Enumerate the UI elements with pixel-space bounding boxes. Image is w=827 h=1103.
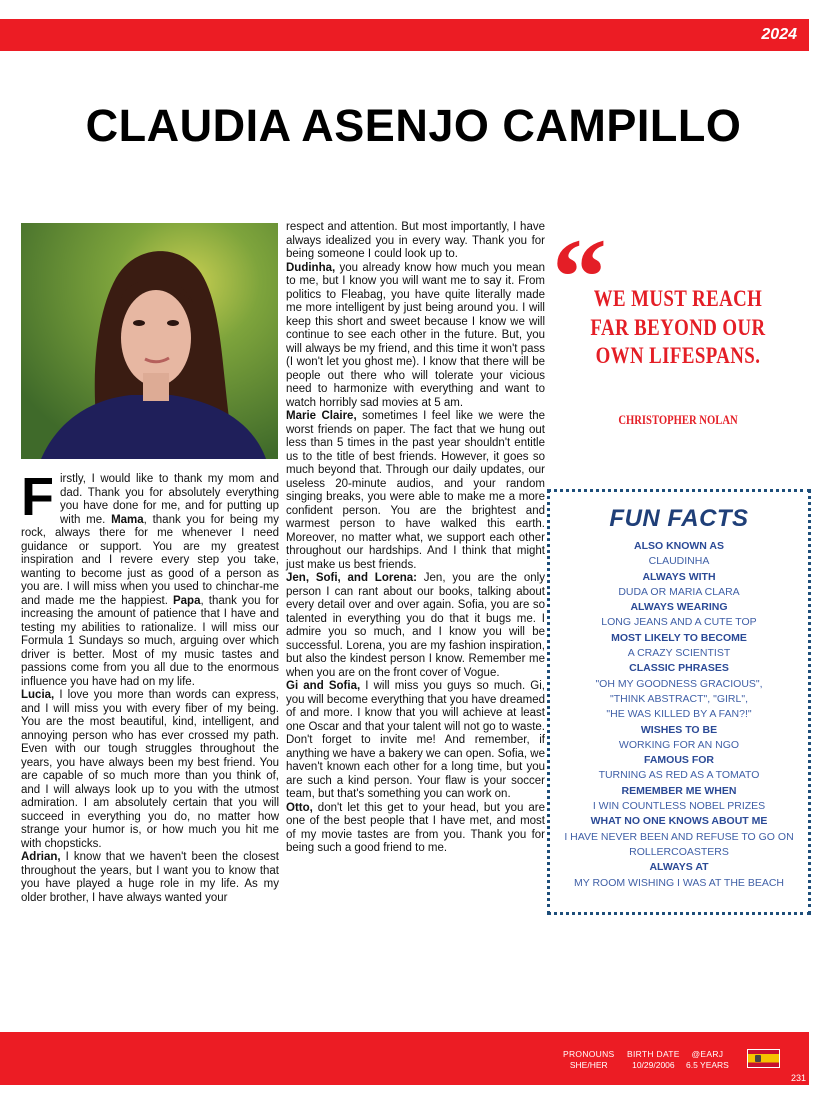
recipient-name-jen-sofi-lorena: Jen, Sofi, and Lorena:	[286, 572, 417, 584]
pronouns-value: SHE/HER	[569, 1059, 608, 1070]
recipient-name-otto: Otto,	[286, 801, 313, 814]
fun-fact-label: MOST LIKELY TO BECOME	[611, 631, 747, 644]
letter-paragraph-adrian-cont: respect and attention. But most importantly, I have always idealized you in every way. Thank you for being someone I could look up to.	[286, 221, 545, 260]
footer-banner	[0, 1032, 809, 1085]
recipient-name-dudinha: Dudinha,	[286, 261, 336, 274]
fun-fact-value: A CRAZY SCIENTIST	[627, 647, 731, 660]
fun-fact-label: ALWAYS WEARING	[630, 601, 728, 614]
recipient-name-adrian: Adrian,	[21, 851, 61, 863]
birth-date-label: BIRTH DATE	[627, 1049, 680, 1059]
fun-fact-label: FAMOUS FOR	[644, 754, 714, 767]
letter-paragraph-dudinha: you already know how much you mean to me, but I know you will want me to say it. From politics to Fleabag, you have quite literally made me more intelligent by just being around you. I will keep this short and sweet because I know we will continue to see each other in the future. But, you will always be my friend, and this time it won't pass (I won't let you ghost me). I know that there will be people out there who will tolerate your vicious need to harmonize with everything and want to watch horribly sad movies at 5 am.	[286, 261, 545, 409]
fun-fact-value: "THINK ABSTRACT", "GIRL",	[609, 692, 748, 705]
recipient-name-mama: Mama	[111, 513, 144, 526]
fun-fact-label: CLASSIC PHRASES	[629, 662, 729, 675]
fun-facts-title: FUN FACTS	[609, 505, 749, 532]
pronouns-stat	[563, 1049, 615, 1070]
letter-column-1	[21, 467, 280, 905]
fun-fact-value: I WIN COUNTLESS NOBEL PRIZES	[592, 800, 766, 813]
fun-fact-value: CLAUDINHA	[648, 555, 710, 568]
fun-fact-value: I HAVE NEVER BEEN AND REFUSE TO GO ON	[564, 830, 794, 843]
spain-flag-icon	[747, 1049, 780, 1068]
student-name-title: CLAUDIA ASENJO CAMPILLO	[85, 100, 742, 151]
fun-fact-label: REMEMBER ME WHEN	[621, 784, 737, 797]
fun-facts-list	[550, 539, 808, 891]
fun-fact-label: ALWAYS WITH	[642, 570, 716, 583]
top-banner	[0, 19, 809, 51]
fun-fact-value: DUDA OR MARIA CLARA	[618, 585, 740, 598]
letter-paragraph-adrian: I know that we haven't been the closest throughout the years, but I want you to know that you have played a huge role in my life. As my older brother, I have always wanted your	[21, 851, 279, 904]
letter-paragraph-mama: , thank you for being my rock, always there for me whenever I need guidance or support. You are my greatest inspiration and I revere every step you take, wanting to become just as good of a person as you are. I will miss when you used to chinchar-me and made me the happiest.	[21, 513, 280, 607]
fun-fact-value: "OH MY GOODNESS GRACIOUS",	[595, 677, 763, 690]
birth-date-value: 10/29/2006	[632, 1059, 675, 1070]
years-value: 6.5 YEARS	[686, 1059, 729, 1070]
letter-paragraph-otto: don't let this get to your head, but you are one of the best people that I have met, and most of my movie tastes are from you. Thank you for being such a good friend to me.	[286, 801, 545, 854]
letter-paragraph-lucia: I love you more than words can express, and I will miss you with every fiber of my being. You are the most beautiful, kind, intelligent, and annoying person who has ever crossed my path. Even with our tough struggles throughout the years, you have always been my best friend. You are capable of so much more than you think of, and I will always look up to you with the utmost admiration. I am absolutely certain that you will succeed in everything you do, no matter how strange your humor is, or how much you hit me with chopsticks.	[21, 689, 279, 850]
fun-fact-value: TURNING AS RED AS A TOMATO	[598, 769, 760, 782]
fun-fact-label: ALWAYS AT	[649, 861, 709, 874]
recipient-name-gi-sofia: Gi and Sofia,	[286, 680, 361, 692]
pronouns-label: PRONOUNS	[563, 1049, 615, 1059]
letter-column-2	[286, 221, 545, 856]
fun-fact-value: ROLLERCOASTERS	[629, 845, 729, 858]
letter-paragraph-intro: irstly, I would like to thank my mom and dad. Thank you for absolutely everything you have done for me, and for putting up with me.	[60, 473, 279, 526]
recipient-name-lucia: Lucia,	[21, 689, 55, 701]
pull-quote-text: WE MUST REACH FAR BEYOND OUR OWN LIFESPANS.	[590, 286, 766, 368]
letter-paragraph-gi-sofia: I will miss you guys so much. Gi, you will become everything that you have dreamed of and more. I know that you will achieve at least one Oscar and that your talent will not go to waste. Don't forget to invite me! And remember, if anything we have a bakery we can open. Sofia, we haven't known each other for a long time, but you are such a kind person. Your flaw is your soccer team, but that's something you can work on.	[286, 680, 545, 800]
portrait-illustration	[21, 223, 278, 459]
fun-fact-label: ALSO KNOWN AS	[633, 540, 725, 552]
letter-paragraph-jen-sofi-lorena: Jen, you are the only person I can rant about our books, talking about every detail over and over again. Sofia, you are so talented in everything you do that it bugs me. I admire you so much, and I know you will be successful. Lorena, you are my fashion inspiration, but also the kindest person I know. Remember me when you are on the front cover of Vogue.	[286, 572, 545, 679]
fun-fact-value: "HE WAS KILLED BY A FAN?!"	[606, 708, 752, 721]
fun-fact-label: WISHES TO BE	[640, 723, 718, 736]
years-at-school-stat	[686, 1049, 729, 1070]
drop-cap: F	[21, 467, 54, 527]
letter-paragraph-marie-claire: sometimes I feel like we were the worst friends on paper. The fact that we hung out less than 5 times in the past year shouldn't entitle us to the title of best friends. However, it goes so much beyond that. Through our daily updates, our useless 20-minute audios, and your random singing breaks, you were able to make me a more confident person. You are the brightest and warmest person to have walked this earth. Moreover, no matter what, we support each other throughout our hardships. And I think that might just make us best friends.	[286, 410, 545, 571]
fun-fact-value: LONG JEANS AND A CUTE TOP	[601, 616, 757, 629]
pull-quote-author: CHRISTOPHER NOLAN	[618, 413, 738, 427]
letter-paragraph-papa: , thank you for increasing the amount of patience that I have and testing my abilities to rationalize. I will miss our Formula 1 Sundays so much, arguing over which driver is better. Most of my music tastes and passions come from you all due to the enormous influence you have had on my life.	[21, 594, 280, 688]
fun-fact-label: WHAT NO ONE KNOWS ABOUT ME	[590, 815, 768, 828]
flag-crest-icon	[755, 1055, 761, 1062]
page-number: 231	[790, 1073, 806, 1083]
year-label: 2024	[761, 26, 797, 43]
recipient-name-papa: Papa	[172, 594, 201, 607]
quote-mark-icon: “	[552, 216, 607, 338]
birth-date-stat	[627, 1049, 680, 1070]
fun-fact-value: WORKING FOR AN NGO	[618, 738, 740, 751]
student-portrait-photo	[21, 223, 278, 459]
recipient-name-marie-claire: Marie Claire,	[286, 410, 357, 422]
years-label: @EARJ	[691, 1049, 724, 1059]
fun-fact-value: MY ROOM WISHING I WAS AT THE BEACH	[573, 876, 785, 889]
fun-facts-box	[547, 489, 811, 915]
